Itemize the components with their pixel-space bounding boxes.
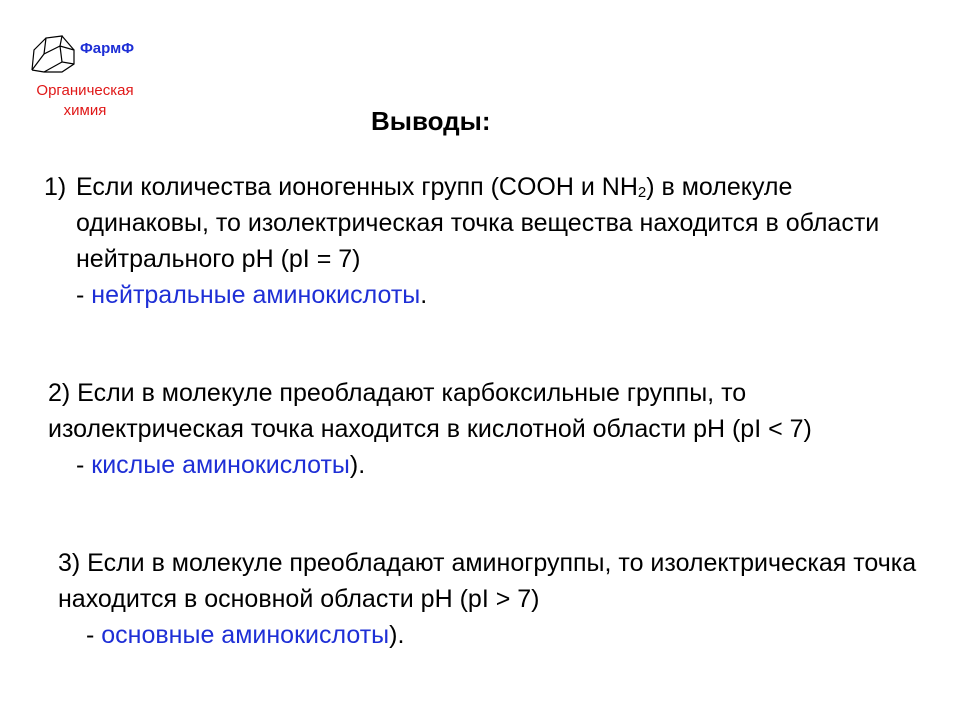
logo: [20, 28, 160, 128]
conclusion-3-end: ).: [389, 621, 405, 649]
conclusion-3-dash: -: [86, 621, 95, 649]
conclusion-1-text-a: Если количества ионогенных групп (COOH и NH: [76, 173, 638, 201]
nh2-subscript: 2: [637, 184, 647, 201]
logo-brand: ФармФ: [80, 40, 135, 57]
slide-title: Выводы:: [371, 106, 491, 136]
adamantane-icon: [30, 34, 76, 74]
conclusion-2-text: 2) Если в молекуле преобладают карбоксильные группы, то изолектрическая точка находится в кислотной области рН (pI < 7): [48, 379, 812, 443]
conclusion-1-dash: -: [76, 281, 85, 309]
conclusion-2-highlight: кислые аминокислоты: [91, 451, 350, 479]
conclusion-3-highlight: основные аминокислоты: [101, 621, 390, 649]
conclusion-1: [44, 169, 924, 313]
conclusion-1-text-b: ) в молекуле одинаковы, то изолектрическая точка вещества находится в области нейтрального рН (pI = 7): [76, 173, 880, 273]
conclusion-3-text: 3) Если в молекуле преобладают аминогруппы, то изолектрическая точка находится в основной области рН (pI > 7): [58, 549, 917, 613]
conclusion-1-number: 1): [44, 173, 67, 201]
conclusion-2-end: ).: [349, 451, 366, 479]
conclusion-2-dash: -: [76, 451, 85, 479]
conclusion-1-end: .: [420, 281, 428, 309]
conclusion-3: [58, 545, 938, 653]
logo-subtitle: Органическая химия: [36, 82, 134, 119]
conclusion-2: [48, 375, 928, 483]
conclusion-1-highlight: нейтральные аминокислоты: [91, 281, 421, 309]
